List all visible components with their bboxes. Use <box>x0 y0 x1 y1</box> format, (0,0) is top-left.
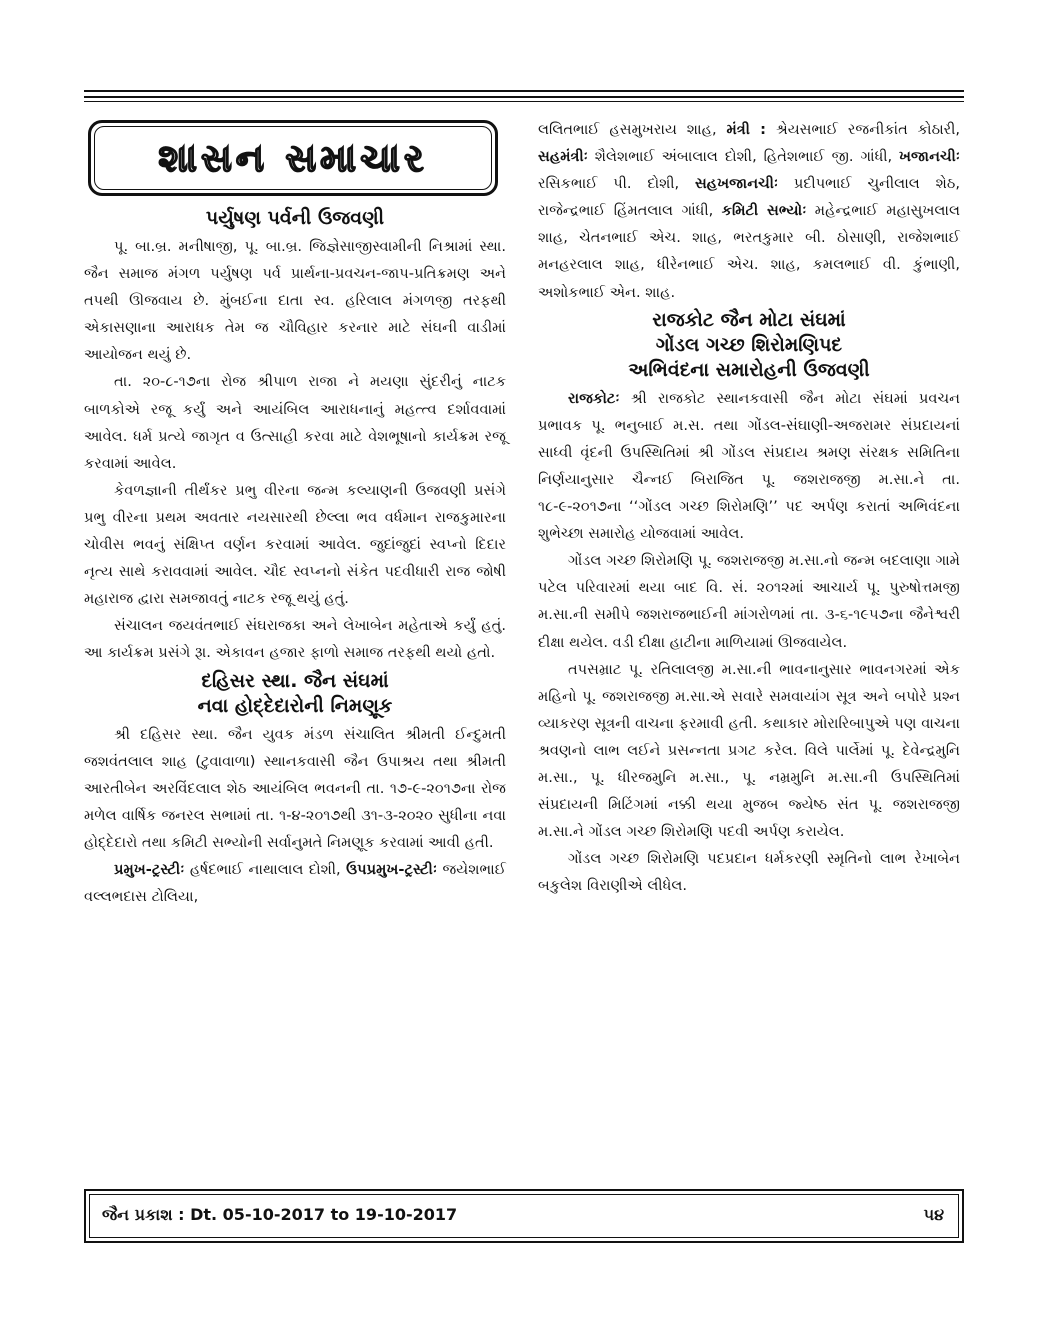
para-1: પૂ. બા.બ્ર. મનીષાજી, પૂ. બા.બ્ર. જિજ્ઞેસાજીસ્વામીની નિશ્રામાં સ્થા. જૈન સમાજ મંગળ પર્યુષણ પર્વ પ્રાર્થના-પ્રવચન-જાપ-પ્રતિક્રમણ અને તપથી ઊજવાય છે. મુંબઈના દાતા સ્વ. હરિલાલ મંગળજી તરફથી એકાસણાના આરાધક તેમ જ ચૌવિહાર કરનાર માટે સંઘની વાડીમાં આયોજન થયું છે. <box>84 238 506 364</box>
masthead-banner <box>88 120 498 196</box>
text-rajkot: શ્રી રાજકોટ સ્થાનકવાસી જૈન મોટા સંઘમાં પ્રવચન પ્રભાવક પૂ. ભનુબાઈ મ.સ. તથા ગોંડલ-સંઘાણી-અજરામર સંપ્રદાયનાં સાધ્વી વૃંદની ઉપસ્થિતિમાં શ્રી ગોંડલ સંપ્રદાય શ્રમણ સંરક્ષક સમિતિના નિર્ણયાનુસાર ચૈન્નઈ બિરાજિત પૂ. જશરાજજી મ.સા.ને તા. ૧૮-૯-૨૦૧૭ના ‘‘ગોંડલ ગચ્છ શિરોમણિ’’ પદ અર્પણ કરાતાં અભિવંદના શુભેચ્છા સમારોહ યોજવામાં આવેલ. <box>538 389 960 543</box>
heading-rajkot-line2: ગોંડલ ગચ્છ શિરોમણિપદ <box>655 333 843 356</box>
label-khajanchi: ખજાનચીઃ <box>899 148 960 166</box>
left-column <box>84 114 506 910</box>
committee-text-5: પ્રદીપભાઈ ચુનીલાલ શેઠ, રાજેન્દ્રભાઈ હિંમતલાલ ગાંધી, <box>538 175 960 220</box>
heading-dahisar <box>84 669 506 719</box>
para-10: ગોંડલ ગચ્છ શિરોમણિ પદપ્રદાન ધર્મકરણી સ્મૃતિનો લાભ રેખાબેન બકુલેશ વિરાણીએ લીધેલ. <box>538 850 960 895</box>
para-5: શ્રી દહિસર સ્થા. જૈન યુવક મંડળ સંચાલિત શ્રીમતી ઈન્દુમતી જશવંતલાલ શાહ (ટુવાવાળા) સ્થાનકવાસી જૈન ઉપાશ્રય તથા શ્રીમતી આરતીબેન અરવિંદલાલ શેઠ આયંબિલ ભવનની તા. ૧૭-૯-૨૦૧૭ના રોજ મળેલ વાર્ષિક જનરલ સભામાં તા. ૧-૪-૨૦૧૭થી ૩૧-૩-૨૦૨૦ સુધીના નવા હોદ્દેદારો તથા કમિટી સભ્યોની સર્વાનુમતે નિમણૂક કરવામાં આવી હતી. <box>84 725 506 851</box>
top-rule-3 <box>84 101 964 102</box>
label-uppramukh: ઉપપ્રમુખ-ટ્રસ્ટીઃ <box>346 860 438 878</box>
para-2: તા. ૨૦-૮-૧૭ના રોજ શ્રીપાળ રાજા ને મયણા સુંદરીનું નાટક બાળકોએ રજૂ કર્યું અને આયંબિલ આરાધનાનું મહત્ત્વ દર્શાવવામાં આવેલ. ધર્મ પ્રત્યે જાગૃત વ ઉત્સાહી કરવા માટે વેશભૂષાનો કાર્યક્રમ રજૂ કરવામાં આવેલ. <box>84 373 506 472</box>
label-committee-members: કમિટી સભ્યોઃ <box>721 202 807 220</box>
committee-text-2: શ્રેયસભાઈ રજનીકાંત કોઠારી, <box>766 121 961 138</box>
footer-page-number: ૫૪ <box>923 1205 944 1224</box>
para-9: તપસમ્રાટ પૂ. રતિલાલજી મ.સા.ની ભાવનાનુસાર ભાવનગરમાં એક મહિનો પૂ. જશરાજજી મ.સા.એ સવારે સમવાયાંગ સૂત્ર અને બપોરે પ્રશ્ન વ્યાકરણ સૂત્રની વાચના ફરમાવી હતી. કથાકાર મોરારિબાપુએ પણ વાચના શ્રવણનો લાભ લઈને પ્રસન્નતા પ્રગટ કરેલ. વિલે પાર્લેમાં પૂ. દેવેન્દ્રમુનિ મ.સા., પૂ. ધીરજમુનિ મ.સા., પૂ. નમ્રમુનિ મ.સા.ની ઉપસ્થિતિમાં સંપ્રદાયની મિટિંગમાં નક્કી થયા મુજબ જ્યેષ્ઠ સંત પૂ. જશરાજજી મ.સા.ને ગોંડલ ગચ્છ શિરોમણિ પદવી અર્પણ કરાયેલ. <box>538 660 960 841</box>
footer-publication: જૈન પ્રકાશ : Dt. 05-10-2017 to 19-10-2017 <box>102 1205 458 1224</box>
heading-rajkot-line3: અભિવંદના સમારોહની ઉજવણી <box>628 358 870 381</box>
para-4: સંચાલન જયવંતભાઈ સંઘરાજકા અને લેખાબેન મહેતાએ કર્યું હતું. આ કાર્યક્રમ પ્રસંગે રૂા. એકાવન હજાર ફાળો સમાજ તરફથી થયો હતો. <box>84 617 506 662</box>
label-mantri: મંત્રી : <box>726 121 767 138</box>
top-rule-2 <box>84 96 964 98</box>
heading-dahisar-line2: નવા હોદ્દેદારોની નિમણૂક <box>197 694 393 717</box>
heading-dahisar-line1: દહિસર સ્થા. જૈન સંઘમાં <box>201 669 389 692</box>
label-sahmantri: સહમંત્રીઃ <box>538 148 588 166</box>
label-pramukh: પ્રમુખ-ટ્રસ્ટીઃ <box>114 860 185 878</box>
committee-text-4: રસિકભાઈ પી. દોશી, <box>538 175 695 193</box>
para-7 <box>538 385 960 548</box>
label-rajkot: રાજકોટઃ <box>568 389 620 407</box>
right-column <box>538 116 960 899</box>
heading-paryushan: પર્યુષણ પર્વની ઉજવણી <box>205 207 385 229</box>
label-sahkhajanchi: સહખજાનચીઃ <box>694 175 779 193</box>
top-rule-1 <box>84 90 964 92</box>
text-pramukh: હર્ષદભાઈ નાથાલાલ દોશી, <box>184 860 347 878</box>
text-uppramukh: જયેશભાઈ વલ્લભદાસ ટોલિયા, <box>84 860 507 906</box>
committee-text-3: શૈલેશભાઈ અંબાલાલ દોશી, હિતેશભાઈ જી. ગાંધી, <box>587 148 900 166</box>
committee-text-1: લલિતભાઈ હસમુખરાય શાહ, <box>538 121 727 138</box>
committee-text-6: મહેન્દ્રભાઈ મહાસુખલાલ શાહ, ચેતનભાઈ એચ. શાહ, ભરતકુમાર બી. ઠોસાણી, રાજેશભાઈ મનહરલાલ શાહ, ધીરેનભાઈ એચ. શાહ, કમલભાઈ વી. કુંભાણી, અશોકભાઈ એન. શાહ. <box>538 202 961 301</box>
para-committee <box>538 116 960 306</box>
heading-rajkot <box>538 308 960 383</box>
footer-box <box>84 1189 964 1243</box>
para-8: ગોંડલ ગચ્છ શિરોમણિ પૂ. જશરાજજી મ.સા.નો જન્મ બદલાણા ગામે પટેલ પરિવારમાં થયા બાદ વિ. સં. ૨૦૧૨માં આચાર્ય પૂ. પુરુષોત્તમજી મ.સા.ની સમીપે જશરાજભાઈની માંગરોળમાં તા. ૩-૬-૧૯૫૭ના જૈનેશ્વરી દીક્ષા થયેલ. વડી દીક્ષા હાટીના માળિયામાં ઊજવાયેલ. <box>538 552 960 651</box>
heading-rajkot-line1: રાજકોટ જૈન મોટા સંઘમાં <box>652 308 846 331</box>
para-6 <box>84 856 506 910</box>
masthead-title: શાસન સમાચાર <box>158 136 428 180</box>
para-3: કેવળજ્ઞાની તીર્થંકર પ્રભુ વીરના જન્મ કલ્યાણની ઉજવણી પ્રસંગે પ્રભુ વીરના પ્રથમ અવતાર નયસારથી છેલ્લા ભવ વર્ધમાન રાજકુમારના ચોવીસ ભવનું સંક્ષિપ્ત વર્ણન કરવામાં આવેલ. જુદાંજુદાં સ્વપ્નો દિદાર નૃત્ય સાથે કરાવવામાં આવેલ. ચૌદ સ્વપ્નનો સંકેત પદવીધારી રાજ જોષી મહારાજ દ્વારા સમજાવતું નાટક રજૂ થયું હતું. <box>84 481 506 608</box>
